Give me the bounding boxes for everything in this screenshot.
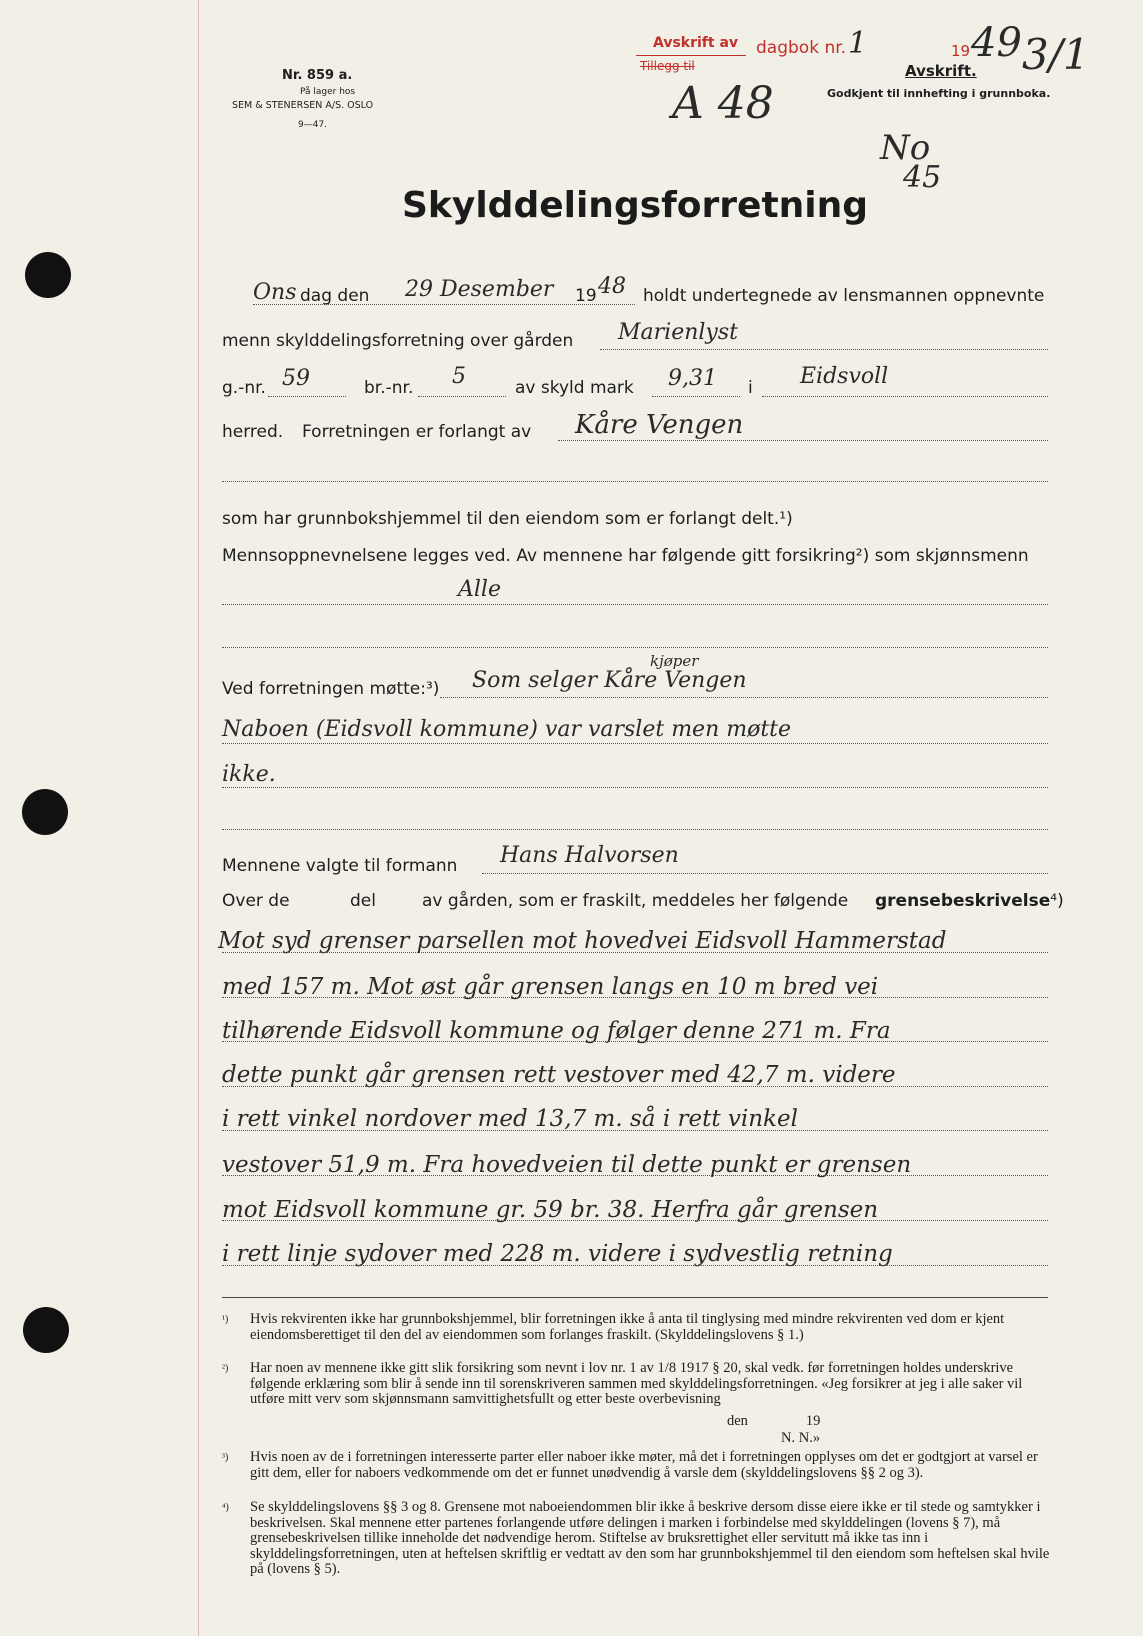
copy-label: Avskrift av	[653, 35, 739, 51]
number-mark: No	[880, 128, 931, 168]
farm-name-hand: Marienlyst	[618, 320, 738, 345]
publisher-line-3: 9—47.	[298, 120, 328, 130]
diary-number: 1	[848, 26, 868, 61]
desc-line-8: i rett linje sydover med 228 m. videre i sydvestlig retning	[222, 1241, 893, 1267]
year-print: 19	[575, 286, 597, 306]
margin-line	[198, 0, 199, 1636]
publisher-line-1: På lager hos	[300, 87, 356, 97]
year-prefix: 19	[951, 42, 971, 60]
red-underline	[636, 55, 746, 56]
footnote-1	[222, 1312, 1052, 1343]
garden-text: av gården, som er fraskilt, meddeles her følgende	[422, 891, 849, 911]
footnote-divider	[222, 1297, 1048, 1298]
footnote-3-mark: ³)	[222, 1452, 229, 1463]
footnote-1-mark: ¹)	[222, 1314, 229, 1325]
footnote-4-text: Se skylddelingslovens §§ 3 og 8. Grensene mot naboeiendommen blir ikke å beskrive dersom disse eiere ikke er til stede og samtykker i beskrivelsen. Skal mennene etter partenes forlangende utføre delingen i marken i forbindelse med skylddelingen (lovens § 7), må grensebeskrivelsen tillike inneholde det nødvendige herom. Stiftelse av bruksrettighet eller servitutt må ikke tas inn i skylddelingsforretningen, uten at heftelsen skriftlig er vedtatt av den som har grunnbokshjemmel til den eiendom som heftelsen skal hvile på (lovens § 5).	[250, 1499, 1050, 1577]
punch-hole-bottom	[23, 1307, 69, 1353]
footnote-2	[222, 1361, 1052, 1408]
desc-line-5: i rett vinkel nordover med 13,7 m. så i rett vinkel	[222, 1106, 798, 1132]
date-hand-main: 29 Desember	[405, 277, 554, 302]
footnote-4-mark: ⁴)	[222, 1502, 229, 1513]
footnote-2-signature: N. N.»	[781, 1430, 821, 1446]
over-de-label: Over de	[222, 891, 290, 911]
form-number: Nr. 859 a.	[282, 68, 353, 83]
footnote-2-mark: ²)	[222, 1363, 229, 1374]
year-hand-main: 48	[598, 274, 626, 299]
skyld-hand: 9,31	[668, 366, 717, 391]
gnr-label: g.-nr.	[222, 378, 266, 398]
skyld-label: av skyld mark	[515, 378, 634, 398]
herred-label: herred.	[222, 422, 284, 442]
kommune-hand: Eidsvoll	[800, 364, 889, 389]
desc-line-6: vestover 51,9 m. Fra hovedveien til dette punkt er grensen	[222, 1152, 912, 1178]
punch-hole-top	[25, 252, 71, 298]
footnote-1-text: Hvis rekvirenten ikke har grunnbokshjemmel, blir forretningen ikke å anta til tinglysing med mindre rekvirenten ved dom er kjent eiendomsberettiget til den del av eiendommen som forlanges fraskilt. (Skylddelingslovens § 1.)	[250, 1311, 1005, 1343]
desc-line-3: tilhørende Eidsvoll kommune og følger denne 271 m. Fra	[222, 1018, 891, 1044]
formann-hand: Hans Halvorsen	[500, 843, 679, 868]
dag-den-label: dag den	[300, 286, 370, 306]
annex-label: Tillegg til	[640, 59, 695, 73]
requested-label: Forretningen er forlangt av	[302, 422, 532, 442]
footnote-4	[222, 1500, 1052, 1578]
hjemmel-text: som har grunnbokshjemmel til den eiendom som er forlangt delt.¹)	[222, 509, 793, 529]
footnote-2-text: Har noen av mennene ikke gitt slik forsikring som nevnt i lov nr. 1 av 1/8 1917 § 20, skal vedk. før forretningen holdes underskrive følgende erklæring som blir å sende inn til sorenskriveren sammen med skylddelingsforretningen. «Jeg forsikrer at jeg i alle saker vil utføre mitt verv som skjønnsmann samvittighetsfullt og etter beste overbevisning	[250, 1360, 1023, 1407]
brnr-hand: 5	[452, 364, 466, 389]
formann-label: Mennene valgte til formann	[222, 856, 458, 876]
brnr-label: br.-nr.	[364, 378, 414, 398]
menn-text: Mennsoppnevnelsene legges ved. Av mennene har følgende gitt forsikring²) som skjønnsmenn	[222, 546, 1029, 566]
avskrift-label: Avskrift.	[905, 62, 977, 80]
publisher-line-2: SEM & STENERSEN A/S. OSLO	[232, 100, 374, 111]
mott-hand-2: Naboen (Eidsvoll kommune) var varslet men møtte	[222, 717, 792, 742]
grense-bold: grensebeskrivelse	[875, 891, 1051, 911]
punch-hole-middle	[22, 789, 68, 835]
desc-line-7: mot Eidsvoll kommune gr. 59 br. 38. Herfra går grensen	[222, 1197, 879, 1223]
year-hand: 49	[971, 20, 1022, 66]
footnote-3-text: Hvis noen av de i forretningen interesserte parter eller naboer ikke møter, må det i forretningen opplyses om det er godtgjort at varsel er gitt dem, eller for naboers vedkommende om det er funnet unødvendig å varsle dem (skylddelingslovens §§ 2 og 3).	[250, 1449, 1038, 1481]
footnote-2-date: den 19	[727, 1413, 821, 1429]
date-hand: 3/1	[1022, 30, 1090, 79]
document-title: Skylddelingsforretning	[402, 185, 869, 226]
farm-line-label: menn skylddelingsforretning over gården	[222, 331, 574, 351]
mott-label: Ved forretningen møtte:³)	[222, 679, 440, 699]
held-text: holdt undertegnede av lensmannen oppnevnte	[643, 286, 1045, 306]
approved-label: Godkjent til innhefting i grunnboka.	[827, 87, 1051, 100]
reference-hand: A 48	[672, 78, 774, 129]
alle-hand: Alle	[458, 577, 501, 602]
desc-line-1: Mot syd grenser parsellen mot hovedvei Eidsvoll Hammerstad	[218, 928, 947, 954]
number-value: 45	[903, 160, 942, 195]
grense-sup: ⁴)	[1050, 891, 1064, 911]
grense-label	[875, 891, 1064, 911]
desc-line-4: dette punkt går grensen rett vestover med 42,7 m. videre	[222, 1062, 896, 1088]
diary-label: dagbok nr.	[756, 38, 847, 58]
mott-insert-hand: kjøper	[650, 652, 699, 670]
footnote-3	[222, 1450, 1052, 1481]
desc-line-2: med 157 m. Mot øst går grensen langs en 10 m bred vei	[222, 974, 879, 1000]
requested-hand: Kåre Vengen	[575, 410, 744, 440]
mott-hand-1: Som selger Kåre Vengen	[472, 668, 747, 693]
mott-hand-3: ikke.	[222, 762, 276, 787]
i-label: i	[748, 378, 753, 398]
del-label: del	[350, 891, 376, 911]
gnr-hand: 59	[282, 366, 310, 391]
weekday-hand: Ons	[253, 280, 297, 305]
